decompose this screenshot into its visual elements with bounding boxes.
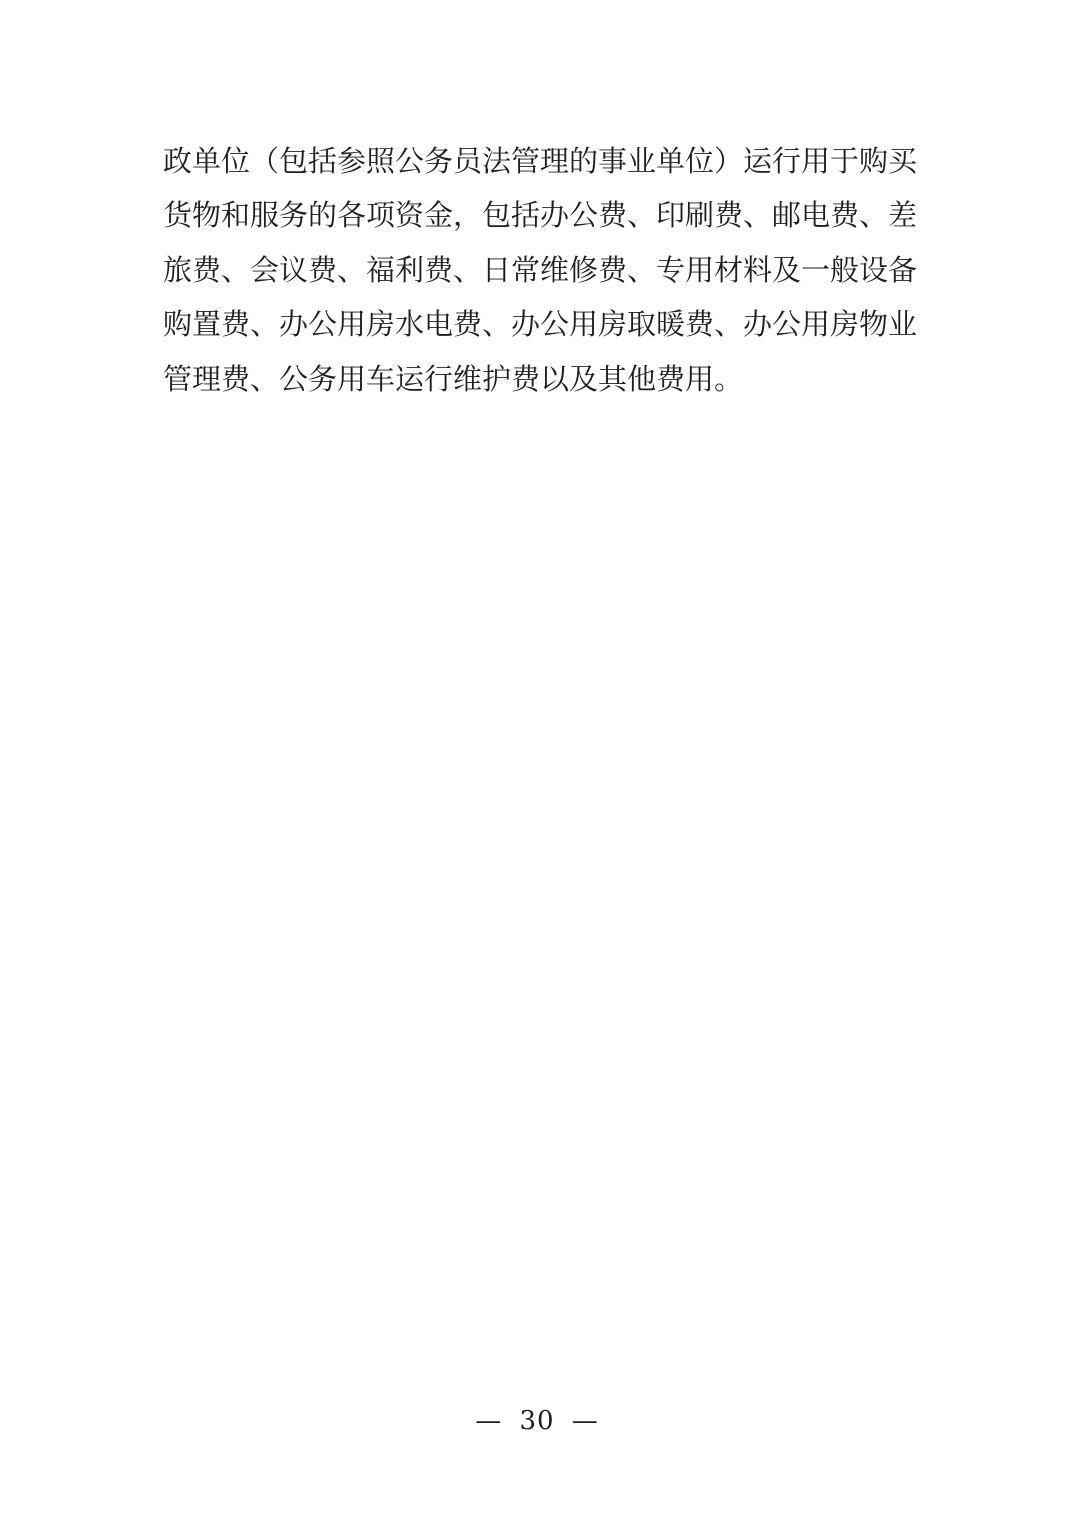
paragraph-line-5: 管理费、公务用车运行维护费以及其他费用。	[163, 361, 744, 396]
paragraph-line-1: 政单位（包括参照公务员法管理的事业单位）运行用于购买	[163, 144, 918, 178]
body-paragraph	[163, 134, 918, 406]
paragraph-line-3: 旅费、会议费、福利费、日常维修费、专用材料及一般设备	[163, 252, 918, 287]
page-number: — 30 —	[475, 1406, 599, 1436]
page-footer	[0, 1406, 1074, 1436]
paragraph-line-2: 货物和服务的各项资金，包括办公费、印刷费、邮电费、差	[163, 198, 918, 233]
paragraph-line-4: 购置费、办公用房水电费、办公用房取暖费、办公用房物业	[163, 307, 918, 342]
